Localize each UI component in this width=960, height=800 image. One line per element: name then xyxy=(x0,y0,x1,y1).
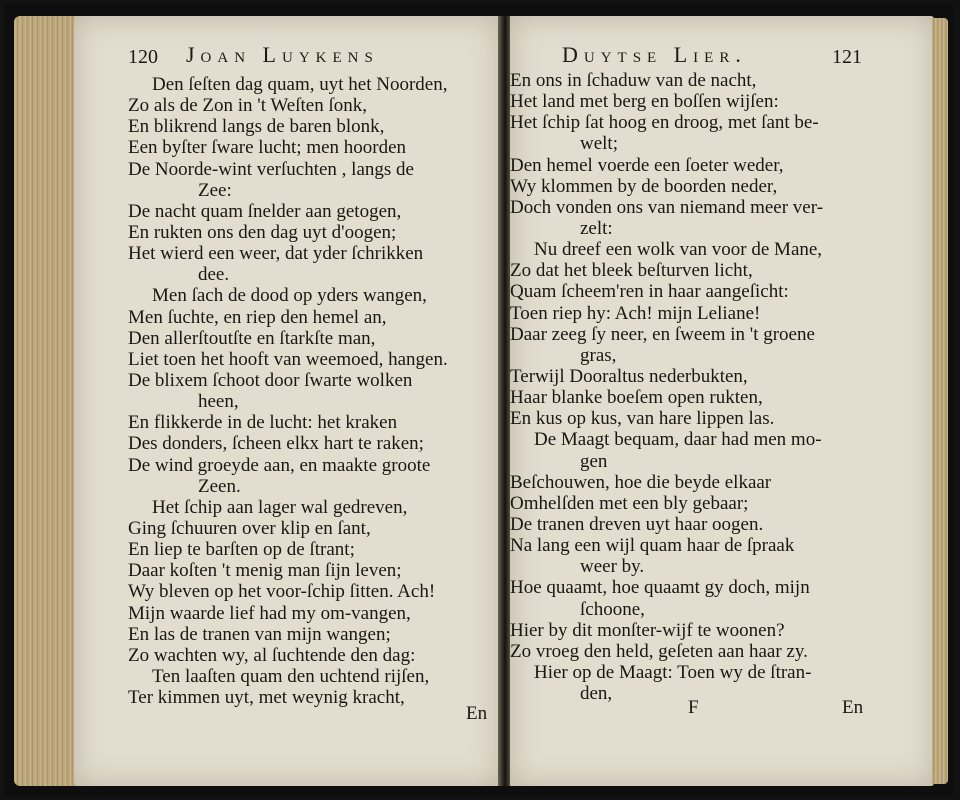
verse-line: Doch vonden ons van niemand meer ver- xyxy=(510,196,824,218)
right-poem-text xyxy=(510,70,868,704)
verse-turnover: Zee: xyxy=(198,179,232,201)
verse-line: Het ſchip ſat hoog en droog, met ſant be- xyxy=(510,112,819,134)
verse-line: Terwijl Dooraltus nederbukten, xyxy=(510,365,748,387)
verse-turnover: gras, xyxy=(580,344,617,366)
verse-line: Hier op de Maagt: Toen wy de ſtran- xyxy=(534,661,812,683)
verse-line: Na lang een wijl quam haar de ſpraak xyxy=(510,535,795,557)
verse-line: Quam ſcheem'ren in haar aangeſicht: xyxy=(510,281,789,303)
verse-line: En flikkerde in de lucht: het kraken xyxy=(128,412,398,434)
verse-line: Zo wachten wy, al ſuchtende den dag: xyxy=(128,644,416,666)
left-page-number: 120 xyxy=(128,46,158,68)
verse-turnover: dee. xyxy=(198,264,230,286)
verse-turnover: welt; xyxy=(580,133,618,155)
verse-line: Zo dat het bleek beſturven licht, xyxy=(510,260,753,282)
left-running-head xyxy=(128,42,468,74)
verse-turnover: ſchoone, xyxy=(580,598,645,620)
verse-line: Liet toen het hooft van weemoed, hangen. xyxy=(128,348,448,370)
verse-line: Mijn waarde lief had my om-vangen, xyxy=(128,602,411,624)
verse-line: De blixem ſchoot door ſwarte wolken xyxy=(128,369,413,391)
verse-line: En blikrend langs de baren blonk, xyxy=(128,116,385,138)
verse-line: Hoe quaamt, hoe quaamt gy doch, mijn xyxy=(510,577,810,599)
verse-line: Wy klommen by de boorden neder, xyxy=(510,175,778,197)
verse-line: Des donders, ſcheen elkx hart te raken; xyxy=(128,433,424,455)
verse-line: En las de tranen van mijn wangen; xyxy=(128,623,391,645)
verse-line: Daar zeeg ſy neer, en ſweem in 't groene xyxy=(510,323,815,345)
right-running-title: Duytse Lier. xyxy=(562,42,747,67)
verse-line: En ons in ſchaduw van de nacht, xyxy=(510,70,757,91)
verse-line: Omhelſden met een bly gebaar; xyxy=(510,492,749,514)
verse-line: Nu dreef een wolk van voor de Mane, xyxy=(534,239,823,261)
left-running-title: Joan Luykens xyxy=(186,42,379,67)
verse-line: Zo vroeg den held, geſeten aan haar zy. xyxy=(510,640,808,662)
verse-line: En rukten ons den dag uyt d'oogen; xyxy=(128,221,397,243)
page-edges-right xyxy=(932,18,948,784)
verse-turnover: gen xyxy=(580,450,608,472)
verse-turnover: weer by. xyxy=(580,556,645,578)
verse-line: Men ſuchte, en riep den hemel an, xyxy=(128,306,387,328)
left-catchword: En xyxy=(466,703,488,724)
verse-line: De Maagt bequam, daar had men mo- xyxy=(534,429,822,451)
verse-line: Haar blanke boeſem open rukten, xyxy=(510,387,763,409)
verse-turnover: zelt: xyxy=(580,217,613,239)
verse-line: De wind groeyde aan, en maakte groote xyxy=(128,454,431,476)
verse-line: Men ſach de dood op yders wangen, xyxy=(152,285,427,307)
verse-line: Ging ſchuuren over klip en ſant, xyxy=(128,517,371,539)
verse-line: Den hemel voerde een ſoeter weder, xyxy=(510,154,784,176)
verse-line: Daar koſten 't menig man ſijn leven; xyxy=(128,560,402,582)
verse-line: En liep te barſten op de ſtrant; xyxy=(128,539,355,561)
verse-line: Den ſeſten dag quam, uyt het Noorden, xyxy=(152,74,448,95)
verse-line: Het land met berg en boſſen wijſen: xyxy=(510,91,779,113)
signature-mark: F xyxy=(688,697,699,718)
right-page-number: 121 xyxy=(832,46,862,68)
verse-line: Toen riep hy: Ach! mijn Leliane! xyxy=(510,302,761,324)
verse-turnover: Zeen. xyxy=(198,475,241,497)
verse-turnover: den, xyxy=(580,683,613,705)
verse-line: Een byſter ſware lucht; men hoorden xyxy=(128,137,407,159)
verse-line: De tranen dreven uyt haar oogen. xyxy=(510,513,764,535)
verse-line: De nacht quam ſnelder aan getogen, xyxy=(128,200,402,222)
verse-line: Beſchouwen, hoe die beyde elkaar xyxy=(510,471,772,493)
verse-line: Ten laaſten quam den uchtend rijſen, xyxy=(152,665,430,687)
verse-line: Ter kimmen uyt, met weynig kracht, xyxy=(128,687,405,709)
left-poem-text xyxy=(128,74,490,708)
verse-line: De Noorde-wint verſuchten , langs de xyxy=(128,158,414,180)
verse-line: Hier by dit monſter-wijf te woonen? xyxy=(510,619,785,641)
verse-line: Zo als de Zon in 't Weſten ſonk, xyxy=(128,95,368,117)
verse-line: En kus op kus, van hare lippen las. xyxy=(510,408,775,430)
verse-line: Het wierd een weer, dat yder ſchrikken xyxy=(128,243,424,265)
verse-line: Het ſchip aan lager wal gedreven, xyxy=(152,496,408,518)
verse-line: Wy bleven op het voor-ſchip ſitten. Ach! xyxy=(128,581,436,603)
verse-turnover: heen, xyxy=(198,391,239,413)
page-edges-left xyxy=(14,16,79,786)
right-catchword: En xyxy=(842,697,864,718)
verse-line: Den allerſtoutſte en ſtarkſte man, xyxy=(128,327,376,349)
